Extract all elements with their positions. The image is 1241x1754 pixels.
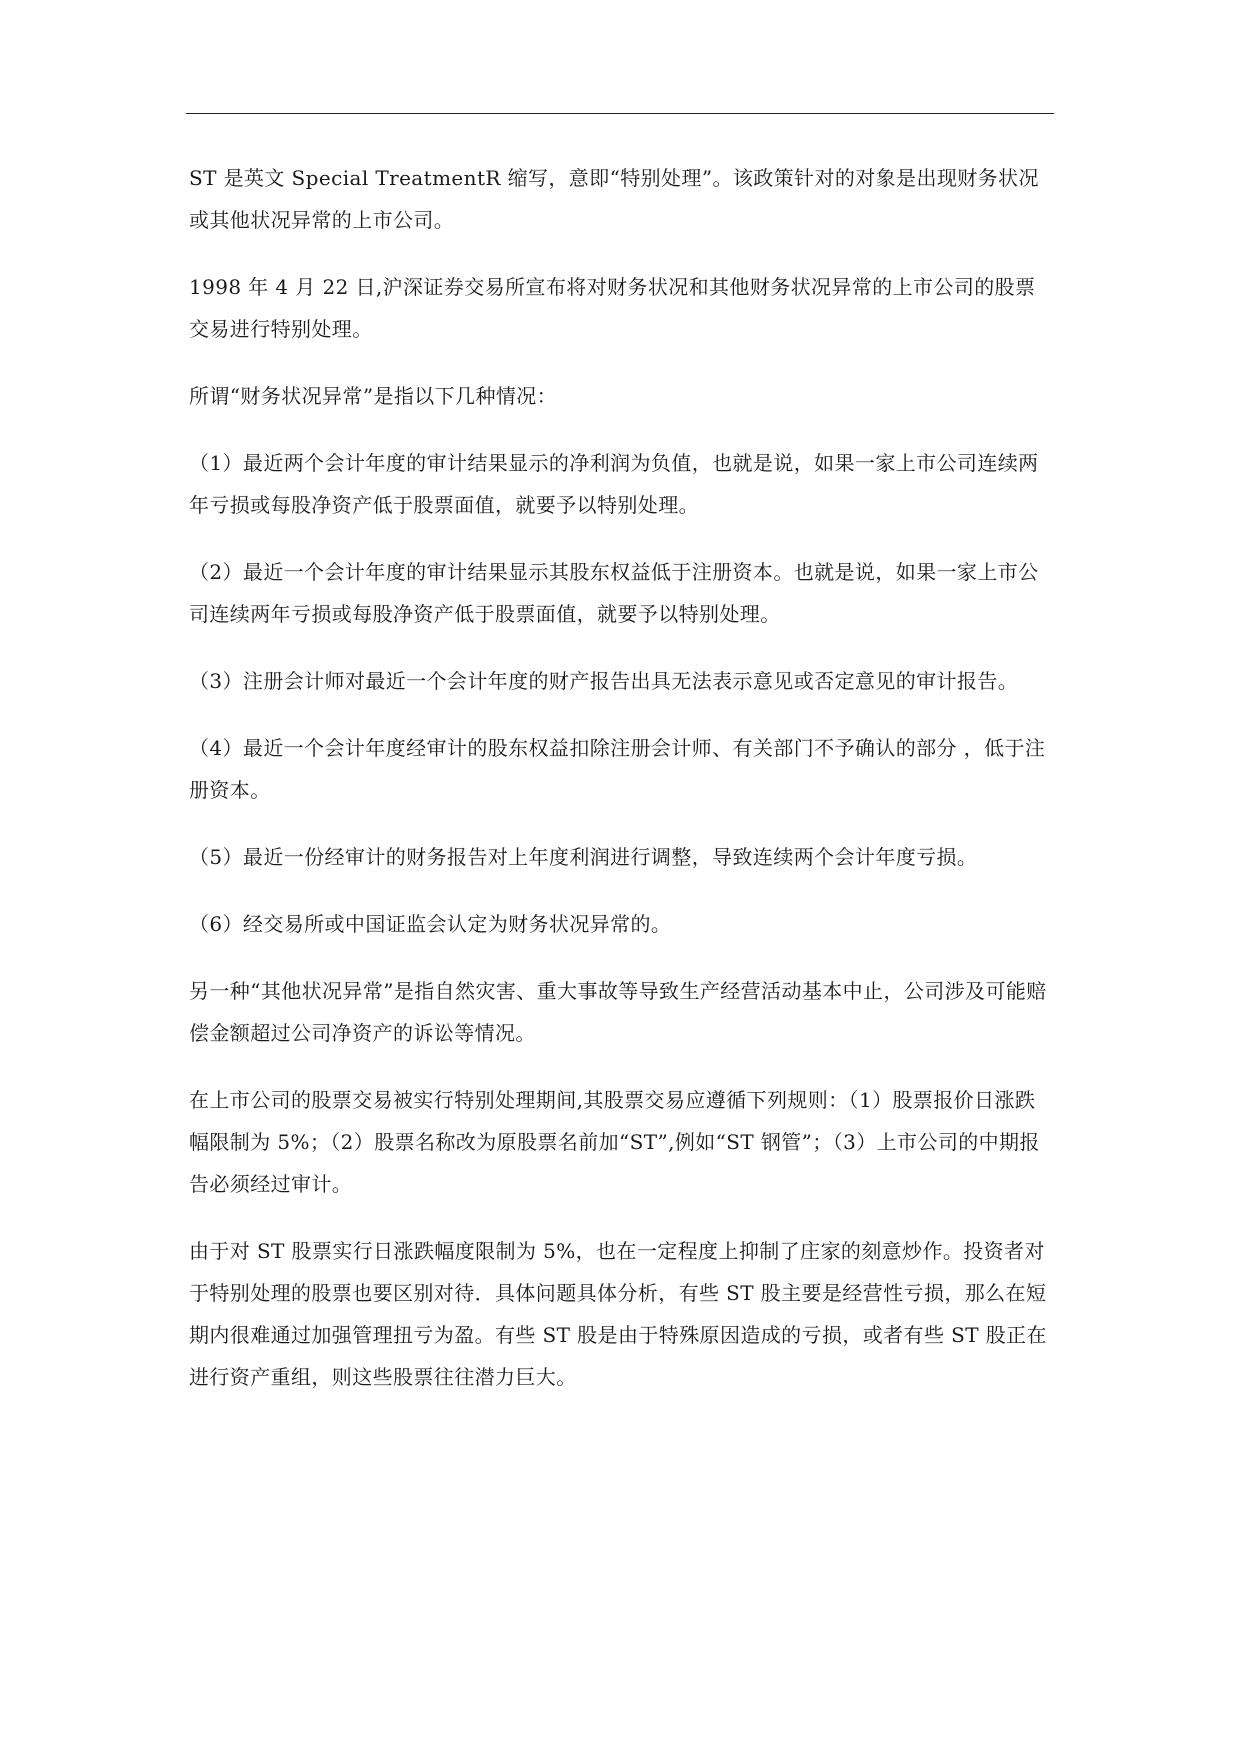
paragraph-condition-5: （5）最近一份经审计的财务报告对上年度利润进行调整，导致连续两个会计年度亏损。 — [189, 845, 978, 869]
document-body — [189, 157, 1055, 1423]
paragraph-condition-2: （2）最近一个会计年度的审计结果显示其股东权益低于注册资本。也就是说，如果一家上市公司连续两年亏损或每股净资产低于股票面值，就要予以特别处理。 — [189, 560, 1039, 626]
header-rule — [186, 113, 1054, 114]
paragraph-condition-4: （4）最近一个会计年度经审计的股东权益扣除注册会计师、有关部门不予确认的部分 ，低于注册资本。 — [189, 736, 1046, 802]
paragraph-other-abnormal: 另一种“其他状况异常”是指自然灾害、重大事故等导致生产经营活动基本中止，公司涉及可能赔偿金额超过公司净资产的诉讼等情况。 — [189, 979, 1047, 1045]
paragraph-trading-rules: 在上市公司的股票交易被实行特别处理期间,其股票交易应遵循下列规则：（1）股票报价日涨跌幅限制为 5%；（2）股票名称改为原股票名前加“ST”,例如“ST 钢管”；（3）上市公司的中期报告必须经过审计。 — [189, 1088, 1040, 1196]
paragraph-financial-abnormal-intro: 所谓“财务状况异常”是指以下几种情况： — [189, 384, 558, 408]
paragraph-st-definition: ST 是英文 Special TreatmentR 缩写，意即“特别处理”。该政策针对的对象是出现财务状况或其他状况异常的上市公司。 — [189, 166, 1039, 232]
paragraph-condition-1: （1）最近两个会计年度的审计结果显示的净利润为负值，也就是说，如果一家上市公司连续两年亏损或每股净资产低于股票面值，就要予以特别处理。 — [189, 451, 1039, 517]
paragraph-condition-3: （3）注册会计师对最近一个会计年度的财产报告出具无法表示意见或否定意见的审计报告。 — [189, 669, 1019, 693]
paragraph-1998-announcement: 1998 年 4 月 22 日,沪深证券交易所宣布将对财务状况和其他财务状况异常的上市公司的股票交易进行特别处理。 — [189, 275, 1036, 341]
paragraph-investor-advice: 由于对 ST 股票实行日涨跌幅度限制为 5%，也在一定程度上抑制了庄家的刻意炒作。投资者对于特别处理的股票也要区别对待．具体问题具体分析，有些 ST 股主要是经营性亏损，那么在短期内很难通过加强管理扭亏为盈。有些 ST 股是由于特殊原因造成的亏损，或者有些 ST 股正在进行资产重组，则这些股票往往潜力巨大。 — [189, 1239, 1047, 1389]
paragraph-condition-6: （6）经交易所或中国证监会认定为财务状况异常的。 — [189, 912, 672, 936]
